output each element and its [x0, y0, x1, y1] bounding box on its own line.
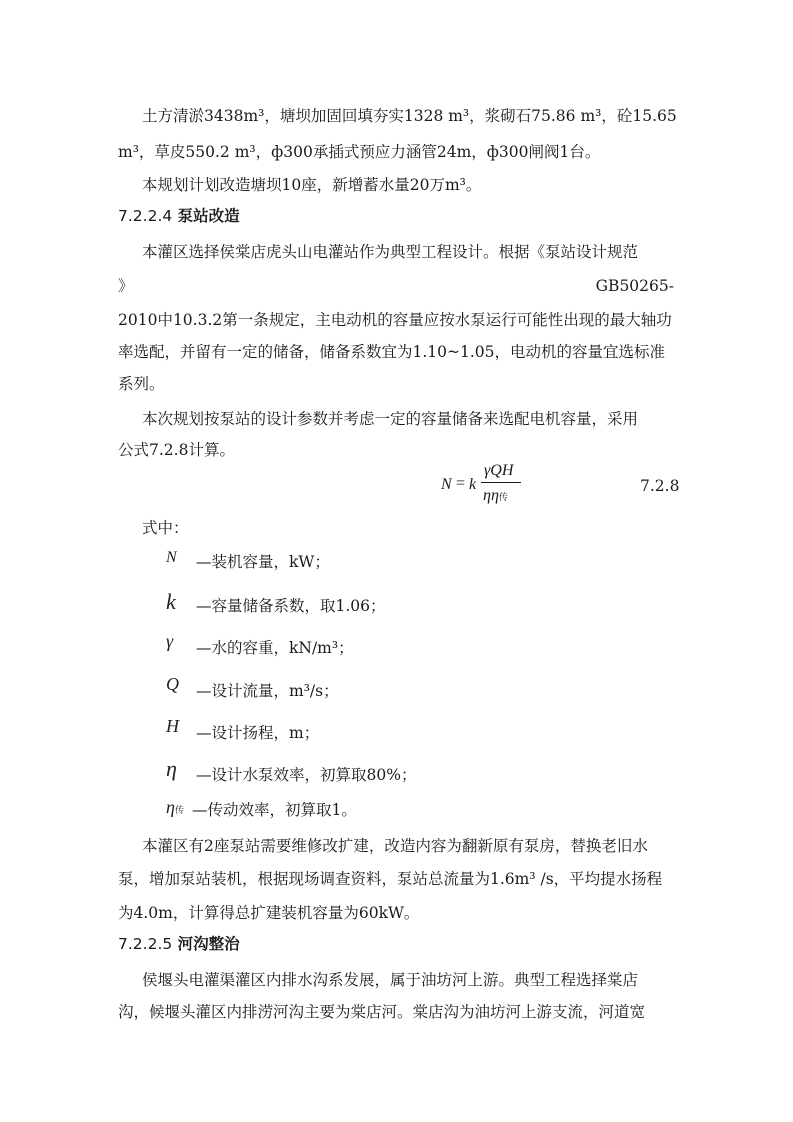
variable-gamma-description: —水的容重，kN/m³；: [196, 639, 354, 657]
formula-denominator-main: ηη: [483, 487, 499, 504]
section-heading-pump-station: [118, 206, 240, 226]
symbol-eta: η: [166, 756, 177, 781]
paragraph-1-line-1: 土方清淤3438m³，塘坝加固回填夯实1328 m³，浆砌石75.86 m³，砼15.65: [142, 107, 677, 125]
symbol-gamma: γ: [166, 631, 174, 651]
paragraph-1-line-3: 本规划计划改造塘坝10座，新增蓄水量20万m³。: [142, 176, 482, 194]
paragraph-2-line-2: [118, 276, 674, 296]
paragraph-4-line-1: 本灌区有2座泵站需要维修改扩建，改造内容为翻新原有泵房，替换老旧水: [142, 837, 648, 855]
formula-numerator: γQH: [484, 462, 514, 479]
paragraph-4-line-2: 泵，增加泵站装机，根据现场调查资料，泵站总流量为1.6m³ /s，平均提水扬程: [118, 870, 663, 888]
section-title: 河沟整治: [177, 935, 240, 953]
paragraph-2-line-2-left: 》: [118, 277, 134, 295]
section-number: 7.2.2.5: [118, 935, 173, 953]
formula-denominator-sub: 传: [498, 493, 508, 503]
formula-equals: =: [456, 475, 466, 492]
formula-lhs: N: [441, 476, 452, 493]
formula-denominator: [483, 487, 508, 505]
paragraph-2-line-4: 率选配，并留有一定的储备，储备系数宜为1.10~1.05，电动机的容量宜选标准: [118, 343, 666, 361]
formula-7-2-8: [441, 462, 551, 514]
variable-q-description: —设计流量，m³/s；: [196, 682, 339, 700]
variable-eta-description: —设计水泵效率，初算取80%；: [196, 766, 417, 784]
variable-n-description: —装机容量，kW；: [196, 553, 330, 571]
paragraph-3-line-1: 本次规划按泵站的设计参数并考虑一定的容量储备来选配电机容量，采用: [142, 410, 639, 428]
where-label: 式中：: [142, 519, 189, 537]
paragraph-2-line-2-right: GB50265-: [595, 277, 674, 295]
symbol-eta-sub: 传: [174, 806, 184, 816]
paragraph-5-line-2: 沟，候堰头灌区内排涝河沟主要为棠店河。棠店沟为油坊河上游支流，河道宽: [118, 1003, 646, 1021]
variable-eta-transmission-description: —传动效率，初算取1。: [192, 801, 357, 819]
paragraph-5-line-1: 侯堰头电灌渠灌区内排水沟系发展，属于油坊河上游。典型工程选择棠店: [142, 971, 639, 989]
section-number: 7.2.2.4: [118, 207, 173, 225]
formula-k: k: [469, 476, 477, 493]
variable-k-description: —容量储备系数，取1.06；: [196, 597, 386, 615]
paragraph-2-line-1: 本灌区选择侯棠店虎头山电灌站作为典型工程设计。根据《泵站设计规范: [142, 243, 639, 261]
paragraph-1-line-2: m³，草皮550.2 m³，ф300承插式预应力涵管24m，ф300闸阀1台。: [118, 143, 601, 161]
symbol-q: Q: [166, 674, 179, 694]
paragraph-4-line-3: 为4.0m，计算得总扩建装机容量为60kW。: [118, 904, 420, 922]
variable-h-description: —设计扬程，m；: [196, 724, 320, 742]
symbol-eta-transmission: [166, 797, 184, 818]
paragraph-2-line-5: 系列。: [118, 375, 165, 393]
section-heading-river-regulation: [118, 934, 240, 954]
fraction-bar: [481, 482, 521, 483]
equation-number: 7.2.8: [640, 477, 680, 495]
paragraph-3-line-2: 公式7.2.8计算。: [118, 441, 235, 459]
section-title: 泵站改造: [177, 207, 240, 225]
symbol-h: H: [166, 716, 179, 736]
symbol-k: k: [166, 589, 176, 614]
symbol-n: N: [166, 549, 177, 566]
paragraph-2-line-3: 2010中10.3.2第一条规定，主电动机的容量应按水泵运行可能性出现的最大轴功: [118, 311, 672, 329]
symbol-eta-main: η: [166, 797, 175, 817]
